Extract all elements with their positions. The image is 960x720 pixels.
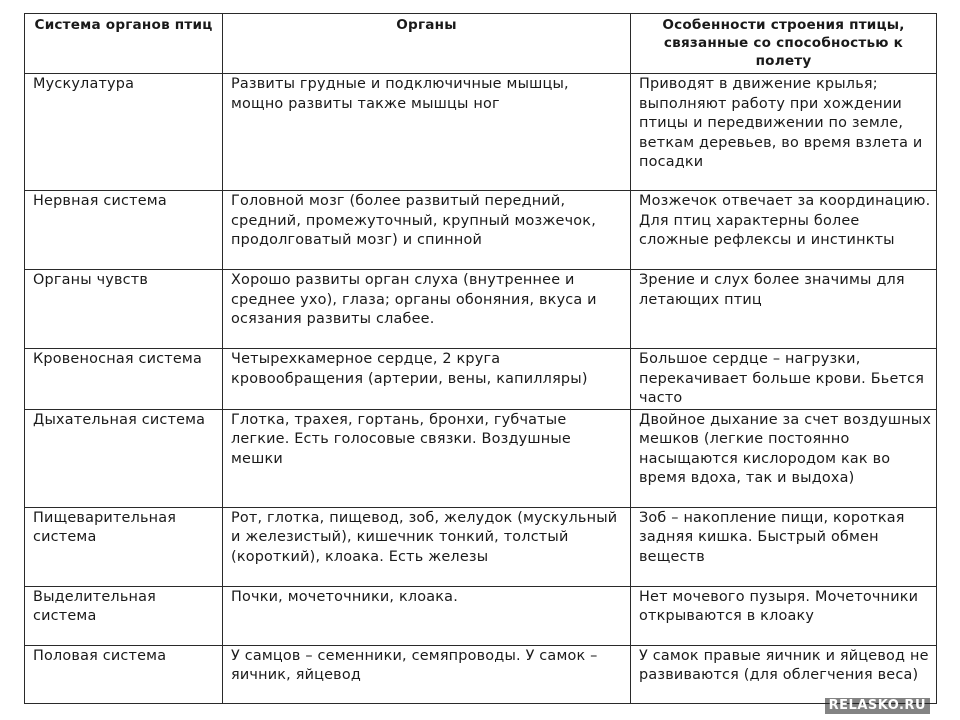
cell-organs: Развиты грудные и подключичные мышцы, мощно развиты также мышцы ног xyxy=(223,74,631,191)
table-row xyxy=(25,645,937,703)
cell-features: Двойное дыхание за счет воздушных мешков (легкие постоянно насыщаются кислородом как во время вдоха, так и выдоха) xyxy=(631,409,937,507)
table-row xyxy=(25,507,937,586)
cell-features: Нет мочевого пузыря. Мочеточники открываются в клоаку xyxy=(631,586,937,645)
table-row xyxy=(25,74,937,191)
table-row xyxy=(25,349,937,410)
cell-system: Половая система xyxy=(25,645,223,703)
cell-system: Нервная система xyxy=(25,191,223,270)
cell-features: Зрение и слух более значимы для летающих птиц xyxy=(631,270,937,349)
cell-organs: Четырехкамерное сердце, 2 круга кровообращения (артерии, вены, капилляры) xyxy=(223,349,631,410)
bird-organ-systems-table xyxy=(24,13,937,704)
cell-organs: Головной мозг (более развитый передний, средний, промежуточный, крупный мозжечок, продолговатый мозг) и спинной xyxy=(223,191,631,270)
table-row xyxy=(25,270,937,349)
cell-organs: Глотка, трахея, гортань, бронхи, губчатые легкие. Есть голосовые связки. Воздушные мешки xyxy=(223,409,631,507)
table-header-row xyxy=(25,14,937,74)
table-row xyxy=(25,586,937,645)
cell-system: Выделительная система xyxy=(25,586,223,645)
site-watermark: RELASKO.RU xyxy=(825,698,930,714)
table-row xyxy=(25,191,937,270)
cell-organs: Почки, мочеточники, клоака. xyxy=(223,586,631,645)
cell-features: У самок правые яичник и яйцевод не развиваются (для облегчения веса) xyxy=(631,645,937,703)
cell-features: Мозжечок отвечает за координацию. Для птиц характерны более сложные рефлексы и инстинкты xyxy=(631,191,937,270)
cell-features: Приводят в движение крылья; выполняют работу при хождении птицы и передвижении по земле, веткам деревьев, во время взлета и посадки xyxy=(631,74,937,191)
cell-system: Пищеварительная система xyxy=(25,507,223,586)
cell-organs: У самцов – семенники, семяпроводы. У самок – яичник, яйцевод xyxy=(223,645,631,703)
header-features: Особенности строения птицы, связанные со способностью к полету xyxy=(631,14,937,74)
cell-system: Дыхательная система xyxy=(25,409,223,507)
cell-organs: Рот, глотка, пищевод, зоб, желудок (мускульный и железистый), кишечник тонкий, толстый (короткий), клоака. Есть железы xyxy=(223,507,631,586)
cell-system: Кровеносная система xyxy=(25,349,223,410)
cell-features: Зоб – накопление пищи, короткая задняя кишка. Быстрый обмен веществ xyxy=(631,507,937,586)
table-row xyxy=(25,409,937,507)
header-organs: Органы xyxy=(223,14,631,74)
cell-system: Органы чувств xyxy=(25,270,223,349)
header-system: Система органов птиц xyxy=(25,14,223,74)
cell-organs: Хорошо развиты орган слуха (внутреннее и среднее ухо), глаза; органы обоняния, вкуса и осязания развиты слабее. xyxy=(223,270,631,349)
cell-system: Мускулатура xyxy=(25,74,223,191)
cell-features: Большое сердце – нагрузки, перекачивает больше крови. Бьется часто xyxy=(631,349,937,410)
